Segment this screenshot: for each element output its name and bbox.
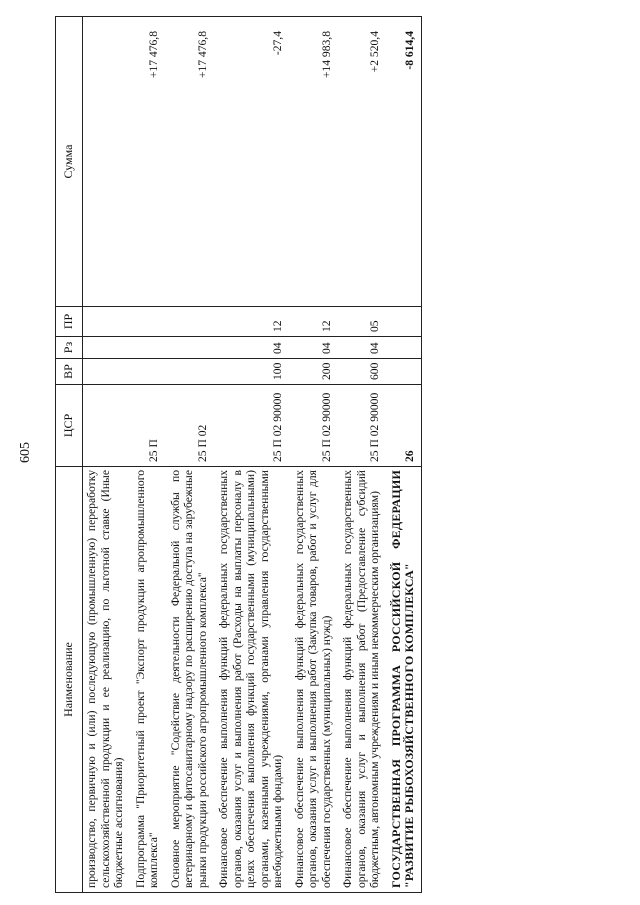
row-vr: [83, 359, 128, 385]
row-sum: +17 476,8: [128, 17, 163, 307]
table-row: [335, 17, 384, 893]
header-vr: ВР: [56, 359, 83, 385]
row-name: производство, первичную и (или) последующую (промышленную) переработку сельскохозяйственной продукции и ее реализацию, по льготной ставке (Иные бюджетные ассигнования): [83, 467, 128, 893]
row-pr: [163, 307, 212, 337]
row-pr: [83, 307, 128, 337]
header-sum: Сумма: [56, 17, 83, 307]
row-rz: 04: [335, 337, 384, 359]
row-pr: 05: [335, 307, 384, 337]
table-row: [163, 17, 212, 893]
header-pr: ПР: [56, 307, 83, 337]
row-name: Финансовое обеспечение выполнения функций федеральных государственных органов, оказания услуг и выполнения работ (Расходы на выплаты персоналу в целях обеспечения выполнения функций государственными (муниципальными) органами, казенными учреждениями, органами управления государственными внебюджетными фондами): [211, 467, 287, 893]
row-name: Основное мероприятие "Содействие деятельности Федеральной службы по ветеринарному и фитосанитарному надзору по расширению доступа на зарубежные рынки продукции российского агропромышленного комплекса": [163, 467, 212, 893]
header-csr: ЦСР: [56, 385, 83, 467]
row-vr: 100: [211, 359, 287, 385]
table-row: [128, 17, 163, 893]
row-rz: [128, 337, 163, 359]
row-pr: 12: [211, 307, 287, 337]
row-name: ГОСУДАРСТВЕННАЯ ПРОГРАММА РОССИЙСКОЙ ФЕДЕРАЦИИ "РАЗВИТИЕ РЫБОХОЗЯЙСТВЕННОГО КОМПЛЕКСА": [384, 467, 422, 893]
row-vr: 600: [335, 359, 384, 385]
row-csr: 25 П 02: [163, 385, 212, 467]
row-sum: +17 476,8: [163, 17, 212, 307]
row-sum: -8 614,4: [384, 17, 422, 307]
row-sum: +2 520,4: [335, 17, 384, 307]
row-vr: 200: [287, 359, 336, 385]
page-number: 605: [18, 442, 33, 463]
row-vr: [128, 359, 163, 385]
row-csr: 25 П 02 90000: [287, 385, 336, 467]
table-row: [287, 17, 336, 893]
row-csr: 26: [384, 385, 422, 467]
table-row-program-total: [384, 17, 422, 893]
table-row: [211, 17, 287, 893]
row-csr: [83, 385, 128, 467]
row-csr: 25 П 02 90000: [335, 385, 384, 467]
row-csr: 25 П: [128, 385, 163, 467]
row-pr: [384, 307, 422, 337]
row-name: Финансовое обеспечение выполнения функций федеральных государственных органов, оказания услуг и выполнения работ (Закупка товаров, работ и услуг для обеспечения государственных (муниципальных) нужд): [287, 467, 336, 893]
row-csr: 25 П 02 90000: [211, 385, 287, 467]
row-rz: [384, 337, 422, 359]
row-pr: 12: [287, 307, 336, 337]
header-rz: Рз: [56, 337, 83, 359]
row-name: Подпрограмма "Приоритетный проект "Экспорт продукции агропромышленного комплекса": [128, 467, 163, 893]
table-row: [83, 17, 128, 893]
row-rz: [163, 337, 212, 359]
row-name: Финансовое обеспечение выполнения функций федеральных государственных органов, оказания услуг и выполнения работ (Предоставление субсидий бюджетным, автономным учреждениям и иным некоммерческим организациям): [335, 467, 384, 893]
row-sum: +14 983,8: [287, 17, 336, 307]
row-sum: [83, 17, 128, 307]
row-pr: [128, 307, 163, 337]
header-name: Наименование: [56, 467, 83, 893]
row-rz: 04: [287, 337, 336, 359]
row-vr: [163, 359, 212, 385]
row-vr: [384, 359, 422, 385]
table-header-row: [56, 17, 83, 893]
row-rz: [83, 337, 128, 359]
row-rz: 04: [211, 337, 287, 359]
budget-table: [55, 16, 422, 893]
row-sum: -27,4: [211, 17, 287, 307]
